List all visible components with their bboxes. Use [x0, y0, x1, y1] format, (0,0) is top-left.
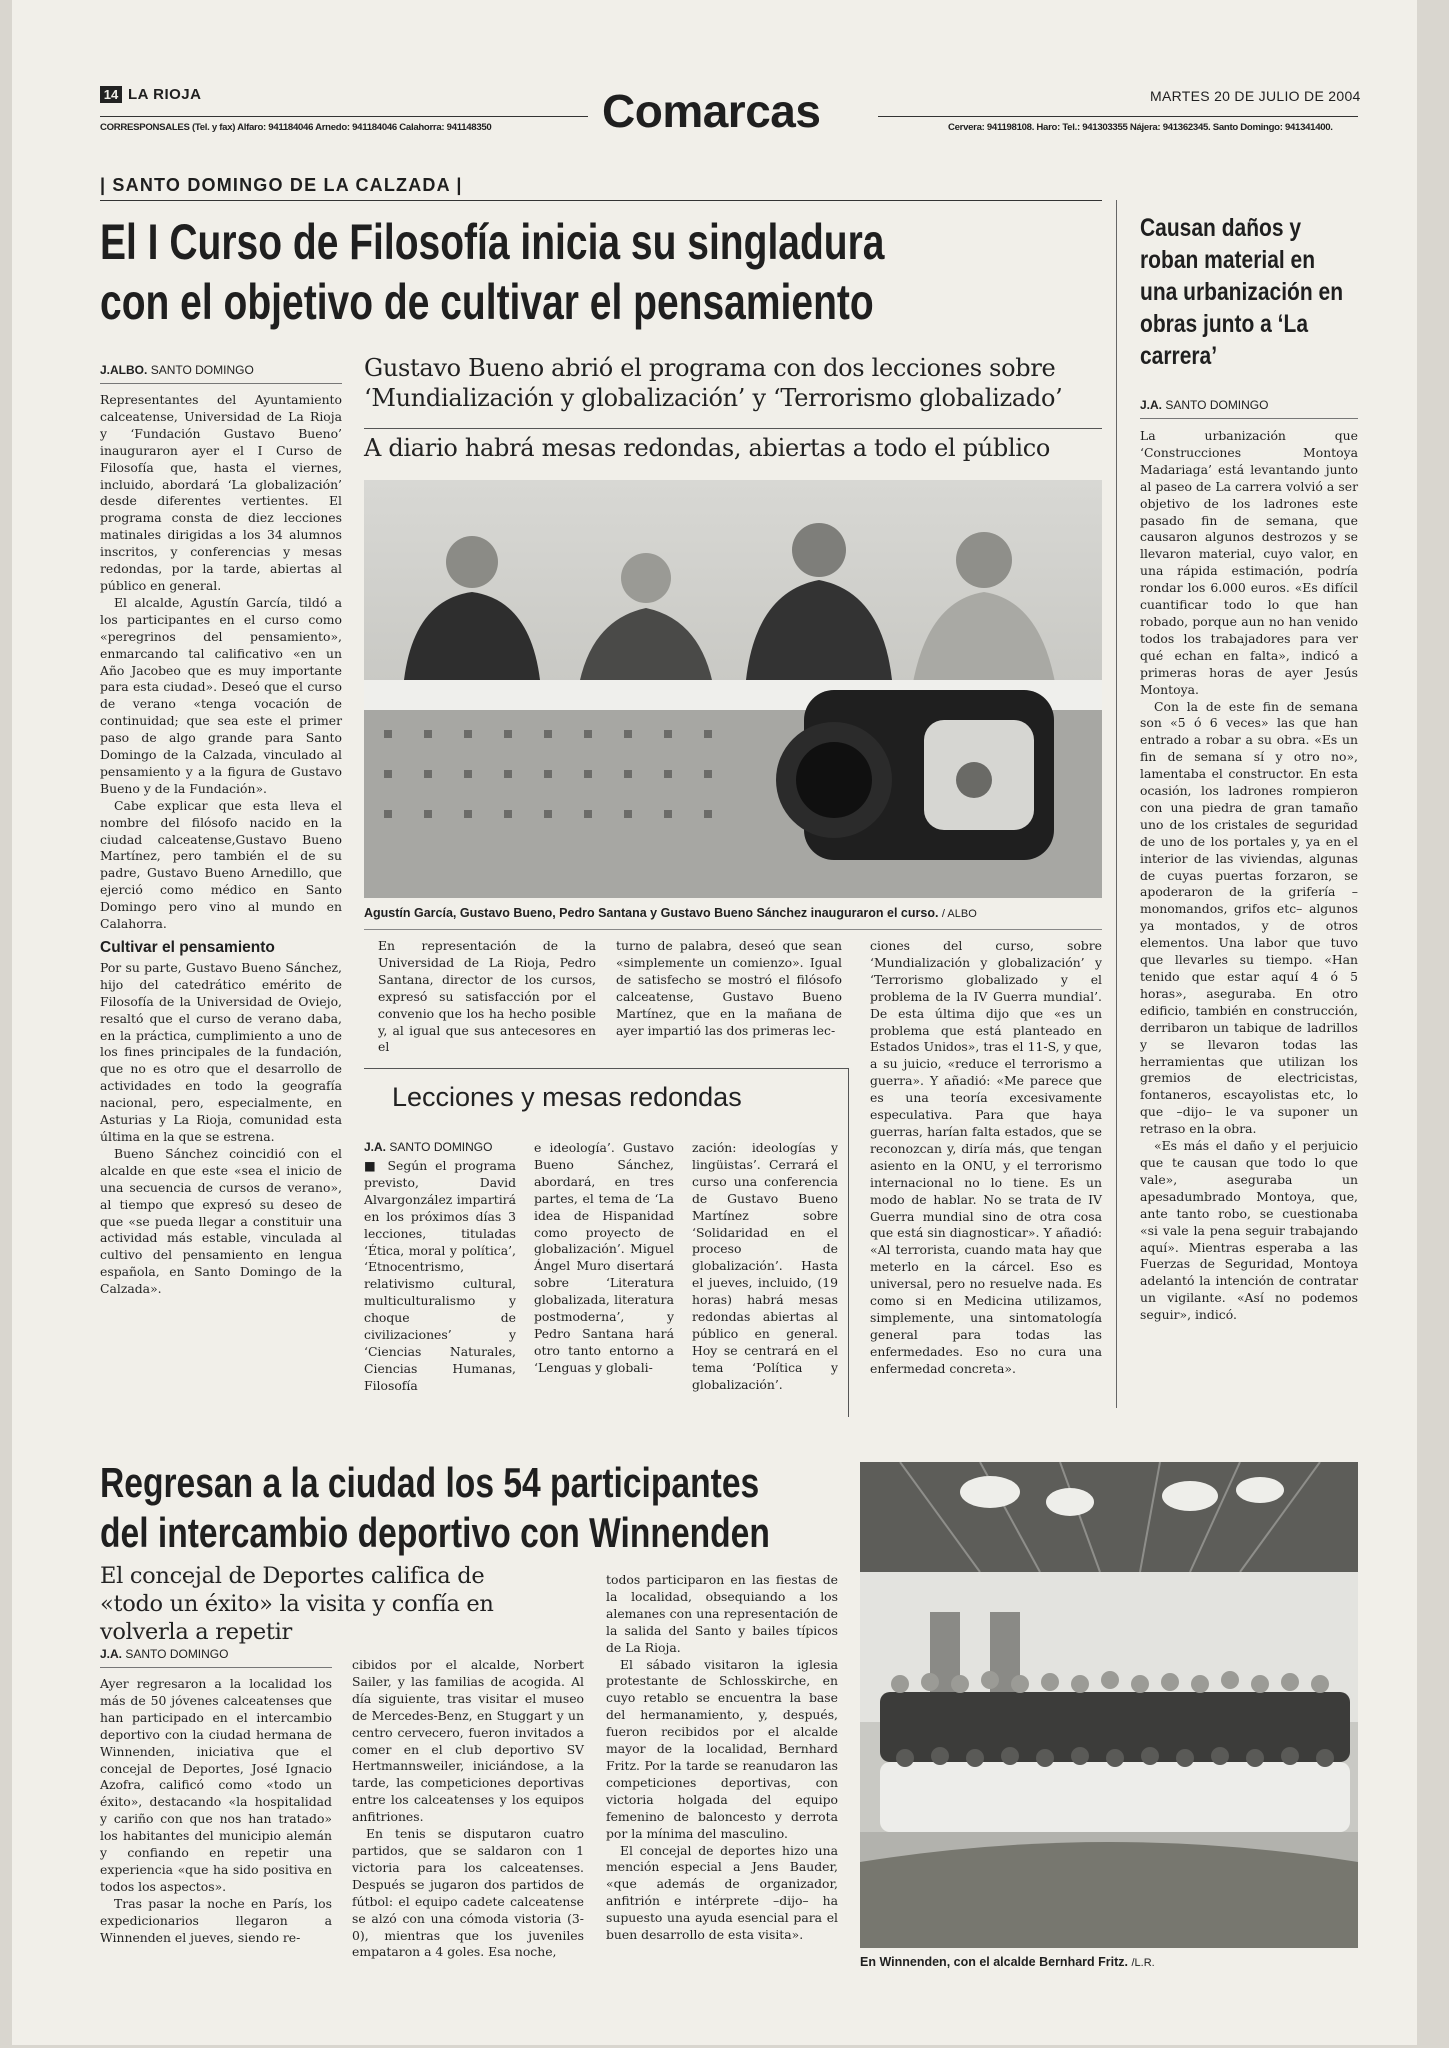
paragraph: Con la de este fin de semana son «5 ó 6 veces» las que han entrado a robar a su obra. «Es un fin de semana sí y otro no», lamentaba el constructor. En esta ocasión, los ladrones rompieron con una piedra de gran tamaño uno de los cristales de seguridad de uno de los portales y, ya en el interior de las viviendas, algunas de cuyas puertas forzaron, se apoderaron de la grifería –monomandos, grifos etc– algunos ya montados, y de otros elementos. Una labor que tuvo que llevarles su tiempo. «Han tenido que estar aquí 4 ó 5 horas», aseguraba. En otro edificio, también en construcción, derribaron un tabique de ladrillos y se llevaron todas las herramientas que utilizan los gremios de electricistas, fontaneros, escayolistas etc, lo que –dijo– le va suponer un retraso en la obra.: [1140, 698, 1358, 1137]
paragraph: Tras pasar la noche en París, los expedicionarios llegaron a Winnenden el jueves, siendo re-: [100, 1895, 332, 1945]
article1-column-1: [100, 392, 342, 1298]
page-number-badge: 14: [100, 86, 122, 103]
paragraph: En tenis se disputaron cuatro partidos, que se saldaron con 1 victoria para los calceatenses. Después se jugaron dos partidos de fútbol: el equipo cadete calceatense se alzó con una cómoda vistoria (3-0), mientras que los juveniles empataron a 4 goles. Esa noche,: [352, 1826, 584, 1960]
paragraph: e ideología’. Gustavo Bueno Sánchez, abordará, en tres partes, el tema de ‘La idea de Hispanidad como proyecto de globalización’. Miguel Ángel Muro disertará sobre ‘Literatura globalizada, literatura postmoderna’, y Pedro Santana hará otro tanto entorno a ‘Lenguas y globali-: [534, 1140, 674, 1375]
correspondents-right: Cervera: 941198108. Haro: Tel.: 941303355 Nájera: 941362345. Santo Domingo: 941341400.: [948, 122, 1333, 133]
deck-line-2: ‘Mundialización y globalización’ y ‘Terrorismo globalizado’: [364, 384, 1063, 412]
deck-rule: [364, 428, 1102, 429]
headline: [100, 212, 884, 332]
byline: [100, 363, 254, 377]
paragraph: La urbanización que ‘Construcciones Montoya Madariaga’ está levantando junto al paseo de La carrera volvió a ser objetivo de los ladrones este pasado fin de semana, que causaron algunos destrozos y se llevaron material, cuyo valor, en una rápida estimación, podría rondar los 6.000 euros. «Es difícil cuantificar todo lo que han robado, porque aun no han venido todos los trabajadores para ver qué echan en falta», indicó a primeras horas de ayer Jesús Montoya.: [1140, 428, 1358, 697]
paragraph: Cabe explicar que esta lleva el nombre del filósofo nacido en la ciudad calceatense,Gustavo Bueno Martínez, pero también el de su padre, Gustavo Bueno Arnedillo, que ejerció como médico en Santo Domingo pero vino al mundo en Calahorra.: [100, 797, 342, 932]
article1-column-3: [616, 938, 842, 1039]
paragraph: Representantes del Ayuntamiento calceatense, Universidad de La Rioja y ‘Fundación Gustavo Bueno’ inauguraron ayer el I Curso de Filosofía que, hasta el viernes, incluido, abordará ‘La globalización’ desde diferentes vertientes. El programa consta de diez lecciones matinales dirigidas a los 34 alumnos inscritos, y conferencias y mesas redondas, por la tarde, abiertas al público en general.: [100, 392, 342, 593]
photo-caption: [364, 906, 1102, 920]
subhead: Cultivar el pensamiento: [100, 939, 275, 956]
article2-headline-line-2: del intercambio deportivo con Winnenden: [100, 1509, 770, 1556]
paragraph: El concejal de deportes hizo una mención especial a Jens Bauder, «que además de organizador, anfitrión e intérprete –dijo– ha supuesto una ayuda esencial para el buen desarrollo de esta visita».: [606, 1842, 838, 1943]
subdeck: A diario habrá mesas redondas, abiertas a todo el público: [364, 434, 1051, 462]
box-byline-place: SANTO DOMINGO: [389, 1140, 493, 1154]
deck: [364, 353, 1062, 413]
press-conference-illustration: [364, 480, 1102, 898]
header-rule-left: [100, 116, 588, 117]
photo-credit: / ALBO: [941, 908, 977, 920]
box-byline-author: J.A.: [364, 1140, 387, 1154]
group-photo-illustration: [860, 1462, 1358, 1948]
sidebar-column: [1140, 428, 1358, 1324]
caption-rule: [364, 929, 1102, 930]
paragraph: «Es más el daño y el perjuicio que te causan que todo lo que vale», aseguraba un apesadumbrado Montoya, que, ante tanto robo, se cuestionaba «si vale la pena seguir trabajando aquí». Mientras esperaba a las Fuerzas de Seguridad, Montoya adelantó la intención de contratar un vigilante. «Así no podemos seguir», indicó.: [1140, 1138, 1358, 1323]
article2-byline-author: J.A.: [100, 1647, 123, 1661]
headline-line-2: con el objetivo de cultivar el pensamiento: [100, 274, 874, 330]
article2-column-2: [352, 1657, 584, 1961]
paragraph: ciones del curso, sobre ‘Mundialización y globalización’ y ‘Terrorismo globalizado y el problema de la IV Guerra mundial’. De esta última dijo que «es un problema que está planteado en Estados Unidos», tras el 11-S, y que, a su juicio, «reduce el terrorismo a guerra». Y añadió: «Me parece que es una teoría excesivamente especulativa. Para que haya guerras, harían falta estados, que se reconozcan y, diría más, que tengan asiento en la ONU, y el terrorismo internacional no lo tiene. Es un modo de hablar. No se trata de IV Guerra mundial sino de otra cosa que está sin diagnosticar». Y añadió: «Al terrorista, cuando mata hay que meterlo en la cárcel. Eso es universal, pero no resuelve nada. Es como si en Medicina utilizamos, simplemente, una sintomatología general para todas las enfermedades. Eso no cura una enfermedad concreta».: [870, 938, 1102, 1376]
sidebar-byline-author: J.A.: [1140, 398, 1163, 412]
sidebar-byline-rule: [1140, 418, 1358, 419]
group-photo: [860, 1462, 1358, 1948]
article2-column-3: [606, 1572, 838, 1944]
kicker: | SANTO DOMINGO DE LA CALZADA |: [100, 175, 463, 195]
box-column-2: [534, 1140, 674, 1377]
kicker-rule: [100, 200, 1102, 201]
header-rule-right: [878, 116, 1358, 117]
byline-rule: [100, 383, 342, 384]
paragraph: El alcalde, Agustín García, tildó a los participantes en el curso como «peregrinos del pensamiento», enmarcando tal calificativo «en un Año Jacobeo que es muy importante para esta ciudad». Deseó que el curso de verano «tenga vocación de continuidad; que sea este el primer paso de algo grande para Santo Domingo de la Calzada, vinculado al pensamiento y a la figura de Gustavo Bueno y de la Fundación».: [100, 594, 342, 796]
article2-headline-line-1: Regresan a la ciudad los 54 participantes: [100, 1459, 760, 1506]
sidebar-headline: Causan daños y roban material en una urbanización en obras junto a ‘La carrera’: [1140, 214, 1344, 370]
newspaper-page: [12, 0, 1417, 2045]
article2-byline-place: SANTO DOMINGO: [125, 1647, 229, 1661]
article1-column-2: [378, 938, 596, 1056]
paragraph: cibidos por el alcalde, Norbert Sailer, y las familias de acogida. Al día siguiente, tras visitar el museo de Mercedes-Benz, en Stuggart y un centro cervecero, fueron invitados a comer en el club deportivo SV Hertmannsweiler, iniciándose, a la tarde, las competiciones deportivas entre los calceatenses y los equipos anfitriones.: [352, 1657, 584, 1825]
byline-author: J.ALBO.: [100, 363, 148, 377]
paragraph: ■ Según el programa previsto, David Alvargonzález impartirá en los próximos días 3 lecciones, tituladas ‘Ética, moral y política’, ‘Etnocentrismo, relativismo cultural, multiculturalismo y choque de civilizaciones’ y ‘Ciencias Naturales, Ciencias Humanas, Filosofía: [364, 1158, 516, 1393]
group-photo-caption-text: En Winnenden, con el alcalde Bernhard Fritz.: [860, 1955, 1128, 1969]
box-column-3: [692, 1140, 838, 1394]
paragraph: En representación de la Universidad de La Rioja, Pedro Santana, director de los cursos, expresó su satisfacción por el convenio que los ha hecho posible y, al igual que sus antecesores en el: [378, 938, 596, 1055]
paragraph: zación: ideologías y lingüistas’. Cerrará el curso una conferencia de Gustavo Bueno Martínez sobre ‘Solidaridad en el proceso de globalización’. Hasta el jueves, incluido, (19 horas) habrá mesas redondas abiertas al público en general. Hoy se centrará en el tema ‘Política y globalización’.: [692, 1140, 838, 1392]
byline-place: SANTO DOMINGO: [150, 363, 254, 377]
box-title: Lecciones y mesas redondas: [392, 1082, 742, 1112]
article2-column-1: [100, 1676, 332, 1947]
sidebar-divider: [1116, 200, 1117, 1408]
sidebar-byline: [1140, 398, 1268, 412]
headline-line-1: El I Curso de Filosofía inicia su singladura: [100, 214, 885, 270]
section-title: Comarcas: [602, 85, 821, 137]
deck-line-1: Gustavo Bueno abrió el programa con dos lecciones sobre: [364, 354, 1056, 382]
paragraph: todos participaron en las fiestas de la localidad, obsequiando a los alemanes con una representación de la salida del Santo y bailes típicos de La Rioja.: [606, 1572, 838, 1655]
article2-byline-rule: [100, 1667, 332, 1668]
article1-column-4: [870, 938, 1102, 1378]
group-photo-caption: [860, 1955, 1358, 1969]
article2-deck: El concejal de Deportes califica de «todo un éxito» la visita y confía en volverla a repetir: [100, 1563, 494, 1645]
photo-caption-text: Agustín García, Gustavo Bueno, Pedro Santana y Gustavo Bueno Sánchez inauguraron el curso.: [364, 906, 939, 920]
box-column-1: [364, 1158, 516, 1395]
press-conference-photo: [364, 480, 1102, 898]
article2-headline: [100, 1458, 770, 1558]
date: MARTES 20 DE JULIO DE 2004: [1150, 88, 1361, 104]
group-photo-credit: /L.R.: [1131, 1957, 1155, 1969]
paragraph: Ayer regresaron a la localidad los más de 50 jóvenes calceatenses que han participado en el intercambio deportivo con la ciudad hermana de Winnenden, iniciativa que el concejal de Deportes, José Ignacio Azofra, calificó como «todo un éxito», destacando «la hospitalidad y cariño con que nos han tratado» los habitantes del municipio alemán y confiando en repetir una experiencia «que ha sido positiva en todos los aspectos».: [100, 1676, 332, 1894]
paragraph: El sábado visitaron la iglesia protestante de Schlosskirche, en cuyo retablo se encuentra la base del hermanamiento, y, después, fueron recibidos por el alcalde mayor de la localidad, Bernhard Fritz. Por la tarde se reanudaron las competiciones deportivas, con victoria holgada del equipo femenino de baloncesto y derrota por la mínima del masculino.: [606, 1656, 838, 1841]
paragraph: Por su parte, Gustavo Bueno Sánchez, hijo del catedrático emérito de Filosofía de la Universidad de Oviejo, resaltó que el curso de verano daba, en la práctica, cumplimiento a uno de los fines principales de la fundación, que no es otro que el desarrollo de actividades en todo la geografía nacional, pero, especialmente, en Asturias y La Rioja, comunidad esta última en la que se estrena.: [100, 959, 342, 1144]
paragraph: turno de palabra, deseó que sean «simplemente un comienzo». Igual de satisfecho se mostró el filósofo calceatense, Gustavo Bueno Martínez, que en la mañana de ayer impartió las dos primeras lec-: [616, 938, 842, 1038]
sidebar-byline-place: SANTO DOMINGO: [1165, 398, 1269, 412]
newspaper-logo: LA RIOJA: [128, 86, 202, 103]
box-byline: [364, 1140, 492, 1154]
paragraph: Bueno Sánchez coincidió con el alcalde en que este «sea el inicio de una secuencia de cursos de verano», al tiempo que expresó su deseo de que «se pueda llegar a constituir una actividad más estable, vinculada al cultivo del pensamiento en lengua española, en Santo Domingo de la Calzada».: [100, 1145, 342, 1297]
correspondents-left: CORRESPONSALES (Tel. y fax) Alfaro: 941184046 Arnedo: 941184046 Calahorra: 941148350: [100, 122, 492, 133]
article2-byline: [100, 1647, 228, 1661]
